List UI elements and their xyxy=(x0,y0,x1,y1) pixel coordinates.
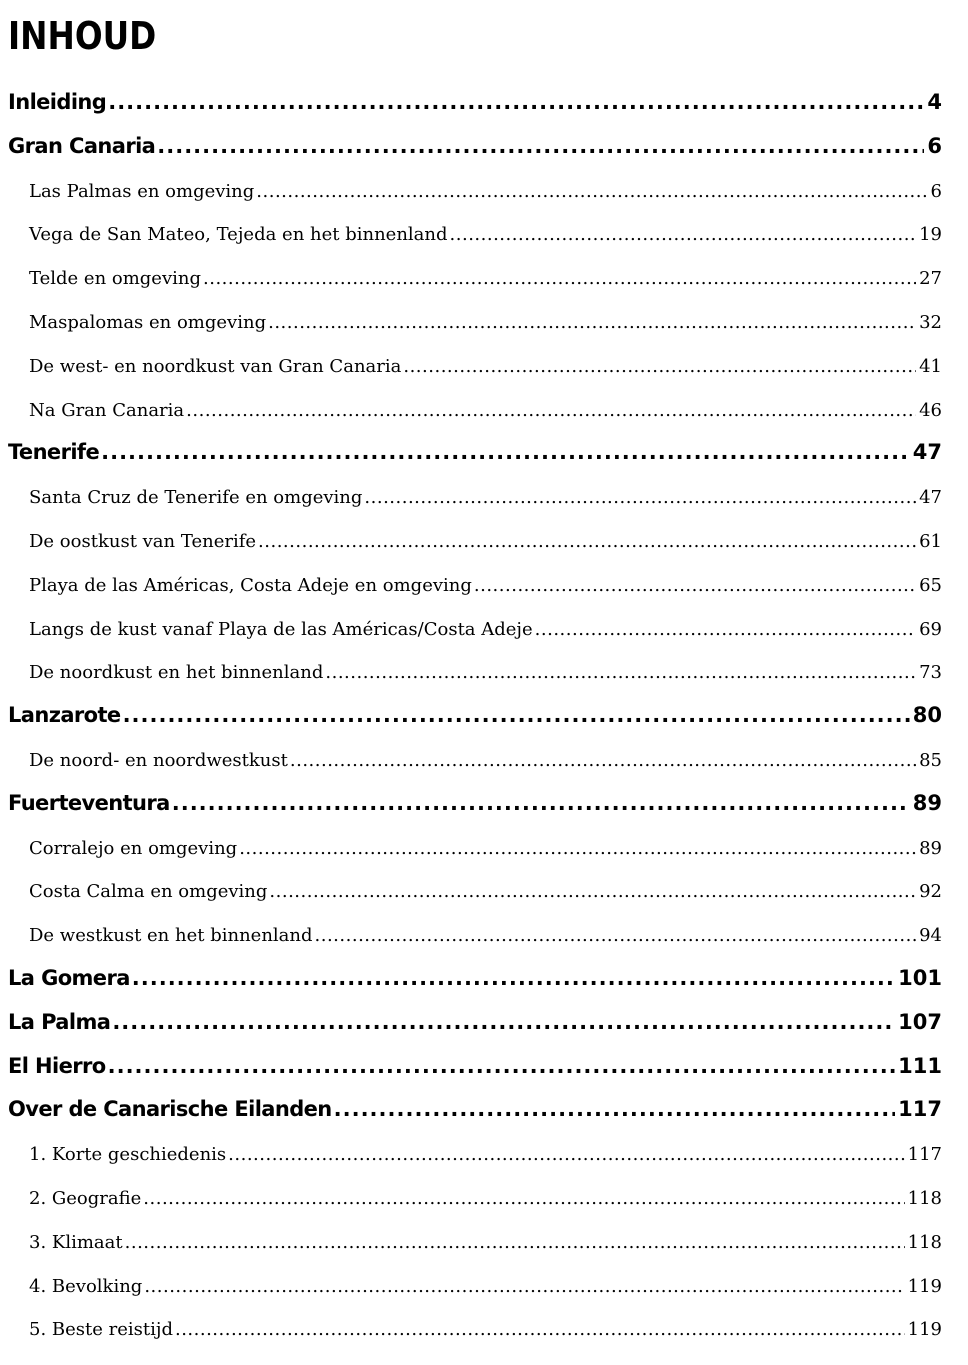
toc-page-number: 47 xyxy=(912,440,942,465)
toc-page-number: 111 xyxy=(898,1053,942,1078)
toc-entry-label: Inleiding xyxy=(8,90,107,114)
toc-entry-label: Gran Canaria xyxy=(8,133,156,158)
toc-section-entry[interactable] xyxy=(8,912,942,946)
dot-leader xyxy=(258,531,916,552)
dot-leader xyxy=(125,1232,905,1253)
dot-leader xyxy=(175,1319,905,1340)
toc-page-number: 118 xyxy=(907,1231,942,1253)
toc-page-number: 27 xyxy=(919,268,942,290)
toc-entry-label: 4. Bevolking xyxy=(29,1275,143,1297)
dot-leader xyxy=(315,925,917,946)
toc-entry-label: Playa de las Américas, Costa Adeje en omgeving xyxy=(29,574,472,596)
toc-title: INHOUD xyxy=(8,14,157,58)
toc-entry-label: Lanzarote xyxy=(8,703,121,728)
toc-chapter-entry[interactable] xyxy=(8,430,942,464)
toc-page-number: 107 xyxy=(898,1009,942,1034)
dot-leader xyxy=(108,1054,896,1078)
toc-entry-label: Telde en omgeving xyxy=(29,268,202,290)
dot-leader xyxy=(186,400,916,421)
toc-page-number: 61 xyxy=(919,531,942,552)
toc-chapter-entry[interactable] xyxy=(8,1044,942,1078)
dot-leader xyxy=(269,881,916,902)
toc-page-number: 118 xyxy=(907,1188,942,1209)
toc-section-entry[interactable] xyxy=(8,649,942,683)
toc-page-number: 117 xyxy=(907,1144,942,1166)
dot-leader xyxy=(450,224,917,245)
dot-leader xyxy=(239,838,916,859)
toc-entry-label: La Palma xyxy=(8,1009,111,1034)
toc-chapter-entry[interactable] xyxy=(8,693,942,727)
dot-leader xyxy=(364,487,916,508)
toc-section-entry[interactable] xyxy=(8,1306,942,1340)
dot-leader xyxy=(143,1188,904,1209)
toc-entry-label: Costa Calma en omgeving xyxy=(29,881,268,903)
toc-section-entry[interactable] xyxy=(8,562,942,596)
toc-entry-label: Santa Cruz de Tenerife en omgeving xyxy=(29,487,363,509)
dot-leader xyxy=(474,575,916,596)
toc-page-number: 89 xyxy=(919,837,942,859)
toc-entry-label: De oostkust van Tenerife xyxy=(29,531,257,552)
toc-page-number: 117 xyxy=(898,1097,942,1122)
toc-chapter-entry[interactable] xyxy=(8,124,942,158)
toc-section-entry[interactable] xyxy=(8,737,942,771)
toc-chapter-entry[interactable] xyxy=(8,1000,942,1034)
toc-section-entry[interactable] xyxy=(8,168,942,202)
dot-leader xyxy=(535,619,916,640)
toc-entry-label: Maspalomas en omgeving xyxy=(29,312,267,333)
dot-leader xyxy=(172,791,910,815)
toc-entry-label: Vega de San Mateo, Tejeda en het binnenland xyxy=(29,224,448,246)
toc-section-entry[interactable] xyxy=(8,299,942,333)
dot-leader xyxy=(334,1097,896,1121)
toc-page-number: 80 xyxy=(912,703,942,728)
toc-section-entry[interactable] xyxy=(8,343,942,377)
toc-section-entry[interactable] xyxy=(8,1131,942,1165)
toc-page-number: 73 xyxy=(919,662,942,684)
dot-leader xyxy=(256,181,927,202)
toc-page-number: 41 xyxy=(919,355,942,377)
toc-section-entry[interactable] xyxy=(8,606,942,640)
dot-leader xyxy=(290,750,916,771)
toc-entry-label: Na Gran Canaria xyxy=(29,399,185,421)
toc-chapter-entry[interactable] xyxy=(8,956,942,990)
toc-page-number: 69 xyxy=(919,618,942,640)
toc-entry-label: La Gomera xyxy=(8,966,130,990)
toc-entry-label: El Hierro xyxy=(8,1053,106,1078)
toc-entry-label: De westkust en het binnenland xyxy=(29,925,313,947)
dot-leader xyxy=(144,1276,904,1297)
toc-entry-label: 5. Beste reistijd xyxy=(29,1319,173,1341)
toc-entry-label: Langs de kust vanaf Playa de las Américas/Costa Adeje xyxy=(29,618,533,640)
toc-page-number: 119 xyxy=(907,1319,942,1341)
toc-page-number: 94 xyxy=(919,925,942,947)
toc-section-entry[interactable] xyxy=(8,1263,942,1297)
toc-section-entry[interactable] xyxy=(8,1175,942,1209)
toc-section-entry[interactable] xyxy=(8,474,942,508)
toc-entry-label: De noord- en noordwestkust xyxy=(29,750,288,771)
toc-chapter-entry[interactable] xyxy=(8,781,942,815)
toc-page-number: 32 xyxy=(919,312,942,333)
toc-entry-label: Fuerteventura xyxy=(8,790,170,815)
toc-page-number: 101 xyxy=(898,966,942,990)
toc-entry-label: 2. Geografie xyxy=(29,1188,142,1209)
dot-leader xyxy=(325,662,916,683)
toc-section-entry[interactable] xyxy=(8,387,942,421)
toc-page-number: 89 xyxy=(912,790,942,815)
dot-leader xyxy=(403,356,916,377)
dot-leader xyxy=(132,966,895,990)
toc-entry-label: 3. Klimaat xyxy=(29,1231,123,1253)
toc-page-number: 92 xyxy=(919,881,942,903)
toc-entry-label: 1. Korte geschiedenis xyxy=(29,1144,227,1166)
dot-leader xyxy=(268,312,916,333)
toc-page-number: 65 xyxy=(919,574,942,596)
toc-entry-label: De west- en noordkust van Gran Canaria xyxy=(29,355,402,377)
toc-chapter-entry[interactable] xyxy=(8,80,942,114)
dot-leader xyxy=(228,1144,904,1165)
toc-page-number: 19 xyxy=(919,224,942,246)
toc-section-entry[interactable] xyxy=(8,518,942,552)
toc-section-entry[interactable] xyxy=(8,825,942,859)
toc-entry-label: Over de Canarische Eilanden xyxy=(8,1097,332,1122)
dot-leader xyxy=(123,703,910,727)
toc-page-number: 6 xyxy=(930,180,942,202)
toc-section-entry[interactable] xyxy=(8,211,942,245)
dot-leader xyxy=(101,440,910,464)
toc-entry-label: De noordkust en het binnenland xyxy=(29,662,324,684)
dot-leader xyxy=(108,90,924,114)
toc-section-entry[interactable] xyxy=(8,868,942,902)
toc-chapter-entry[interactable] xyxy=(8,1087,942,1121)
toc-page-number: 4 xyxy=(927,90,942,114)
toc-page-number: 119 xyxy=(907,1275,942,1297)
toc-page-number: 46 xyxy=(919,399,942,421)
toc-entry-label: Tenerife xyxy=(8,440,100,465)
dot-leader xyxy=(203,268,916,289)
dot-leader xyxy=(112,1010,895,1034)
toc-entry-label: Corralejo en omgeving xyxy=(29,837,238,859)
toc-section-entry[interactable] xyxy=(8,1219,942,1253)
dot-leader xyxy=(157,134,924,158)
toc-page-number: 47 xyxy=(919,487,942,509)
toc-entry-label: Las Palmas en omgeving xyxy=(29,180,255,202)
toc-section-entry[interactable] xyxy=(8,255,942,289)
toc-page-number: 6 xyxy=(927,133,942,158)
toc-page-number: 85 xyxy=(919,750,942,771)
